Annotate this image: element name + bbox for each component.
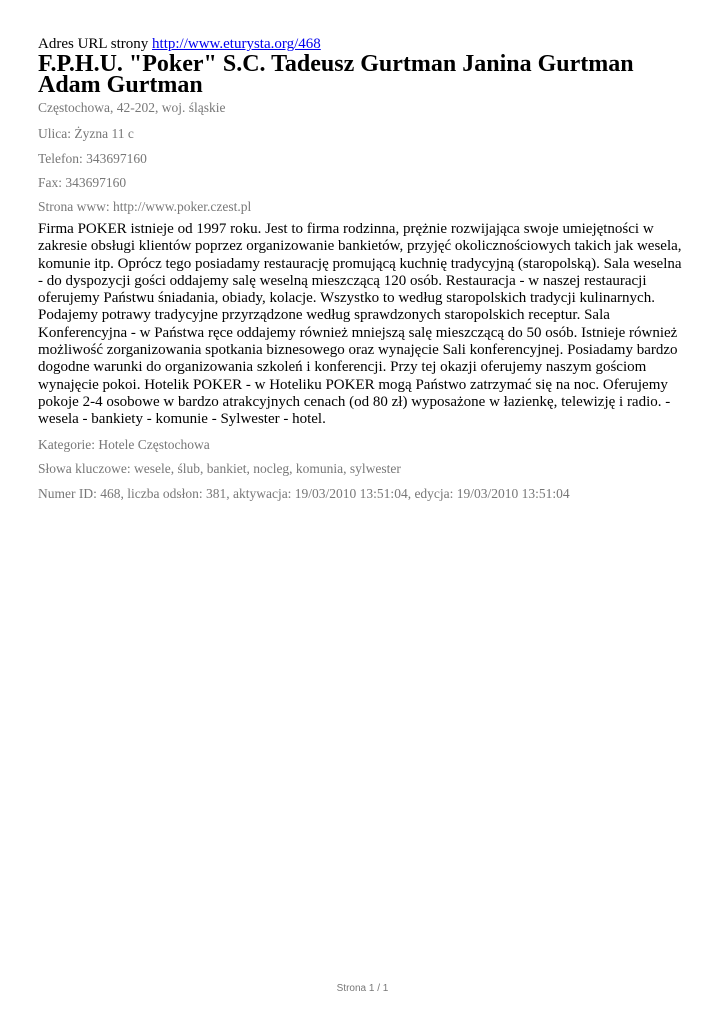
company-description: Firma POKER istnieje od 1997 roku. Jest to firma rodzinna, prężnie rozwijająca swoje umiejętności w zakresie obsługi klientów poprzez organizowanie bankietów, przyjęć okolicznościowych takich jak wesela, komunie itp. Oprócz tego posiadamy restaurację promującą kuchnię tradycyjną (staropolską). Sala weselna - do dyspozycji gości oddajemy salę weselną mieszczącą 120 osób. Restauracja - w naszej restauracji oferujemy Państwu śniadania, obiady, kolacje. Wszystko to według staropolskich tradycji kulinarnych. Podajemy potrawy tradycyjne przyrządzone według sprawdzonych staropolskich receptur. Sala Konferencyjna - w Państwa ręce oddajemy również mniejszą salę mieszczącą do 50 osób. Istnieje również możliwość zorganizowania spotkania biznesowego oraz wynajęcie Sali konferencyjnej. Posiadamy bardzo dogodne warunki do organizowania szkoleń i konferencji. Przy tej okazji oferujemy naszym gościom wynajęcie pokoi. Hotelik POKER - w Hoteliku POKER mogą Państwo zatrzymać się na noc. Oferujemy pokoje 2-4 osobowe w bardzo atrakcyjnych cenach (od 80 zł) wyposażone w łazienkę, telewizję i radio. - wesela - bankiety - komunie - Sylwester - hotel. [38,221,682,428]
source-url-link[interactable]: http://www.eturysta.org/468 [152,36,321,52]
keywords-line: Słowa kluczowe: wesele, ślub, bankiet, nocleg, komunia, sylwester [38,461,401,476]
company-phone: Telefon: 343697160 [38,151,147,166]
company-title: F.P.H.U. "Poker" S.C. Tadeusz Gurtman Janina Gurtman Adam Gurtman [38,51,634,98]
record-info-line: Numer ID: 468, liczba odsłon: 381, aktywacja: 19/03/2010 13:51:04, edycja: 19/03/2010 13:51:04 [38,486,570,501]
company-location: Częstochowa, 42-202, woj. śląskie [38,100,226,115]
url-prefix-label: Adres URL strony [38,36,149,52]
company-website: Strona www: http://www.poker.czest.pl [38,199,252,214]
company-fax: Fax: 343697160 [38,175,127,190]
category-line: Kategorie: Hotele Częstochowa [38,437,210,452]
company-street: Ulica: Żyzna 11 c [38,126,134,141]
page-number-footer: Strona 1 / 1 [336,983,389,994]
